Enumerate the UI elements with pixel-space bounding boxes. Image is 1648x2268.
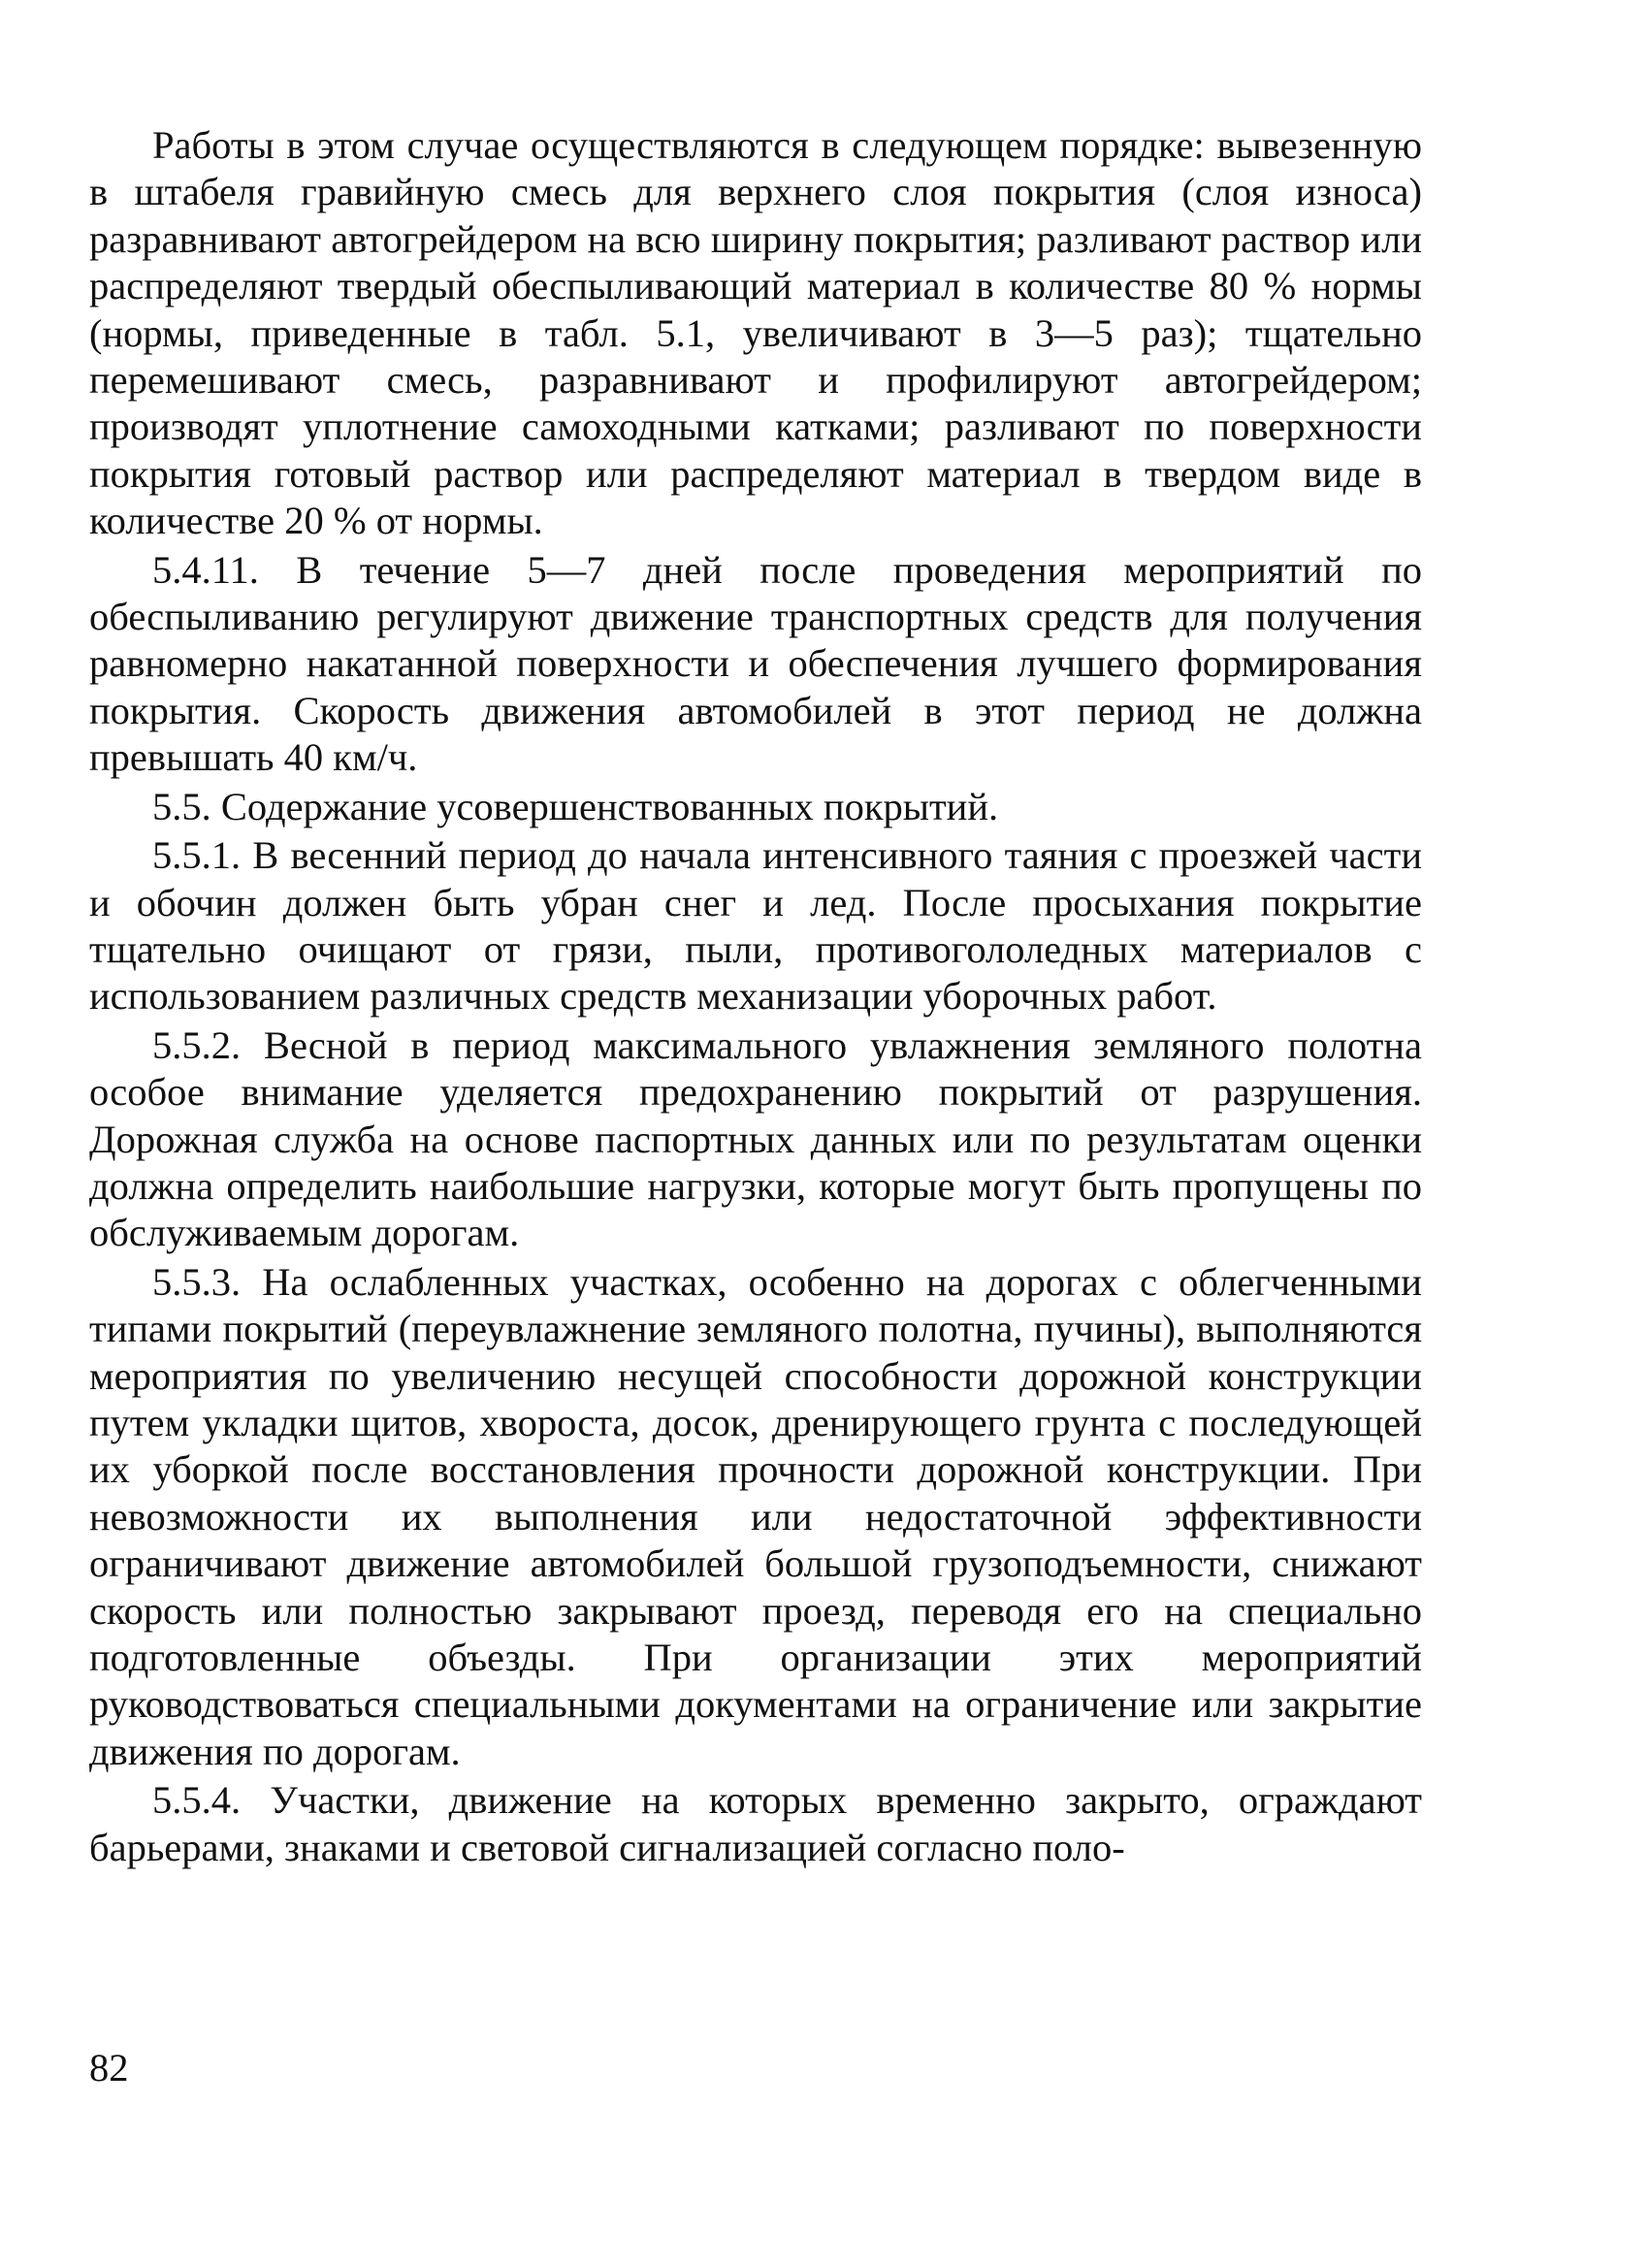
paragraph-5-4-11: 5.4.11. В течение 5—7 дней после проведения мероприятий по обеспыливанию регулируют движение транспортных средств для получения равномерно накатанной поверхности и обеспечения лучшего формирования покрытия. Скорость движения автомобилей в этот период не должна превышать 40 км/ч. [89,547,1422,780]
paragraph-5-5-3: 5.5.3. На ослабленных участках, особенно на дорогах с облегченными типами покрытий (переувлажнение земляного полотна, пучины), выполняются мероприятия по увеличению несущей способности дорожной конструкции путем укладки щитов, хвороста, досок, дренирующего грунта с последующей их уборкой после восстановления прочности дорожной конструкции. При невозможности их выполнения или недостаточной эффективности ограничивают движение автомобилей большой грузоподъемности, снижают скорость или полностью закрывают проезд, переводя его на специально подготовленные объезды. При организации этих мероприятий руководствоваться специальными документами на ограничение или закрытие движения по дорогам. [89,1259,1422,1773]
body-text [89,122,1422,1871]
paragraph-5-5-1: 5.5.1. В весенний период до начала интенсивного таяния с проезжей части и обочин должен быть убран снег и лед. После просыхания покрытие тщательно очищают от грязи, пыли, противогололедных материалов с использованием различных средств механизации уборочных работ. [89,833,1422,1019]
paragraph-intro: Работы в этом случае осуществляются в следующем порядке: вывезенную в штабеля гравийную смесь для верхнего слоя покрытия (слоя износа) разравнивают автогрейдером на всю ширину покрытия; разливают раствор или распределяют твердый обеспыливающий материал в количестве 80 % нормы (нормы, приведенные в табл. 5.1, увеличивают в 3—5 раз); тщательно перемешивают смесь, разравнивают и профилируют автогрейдером; производят уплотнение самоходными катками; разливают по поверхности покрытия готовый раствор или распределяют материал в твердом виде в количестве 20 % от нормы. [89,123,1422,543]
page-number: 82 [89,2046,129,2090]
paragraph-5-5-2: 5.5.2. Весной в период максимального увлажнения земляного полотна особое внимание уделяется предохранению покрытий от разрушения. Дорожная служба на основе паспортных данных или по результатам оценки должна определить наибольшие нагрузки, которые могут быть пропущены по обслуживаемым дорогам. [89,1022,1422,1255]
paragraph-5-5-4: 5.5.4. Участки, движение на которых временно закрыто, ограждают барьерами, знаками и световой сигнализацией согласно поло- [89,1778,1422,1869]
paragraph-5-5-heading: 5.5. Содержание усовершенствованных покрытий. [152,784,999,828]
